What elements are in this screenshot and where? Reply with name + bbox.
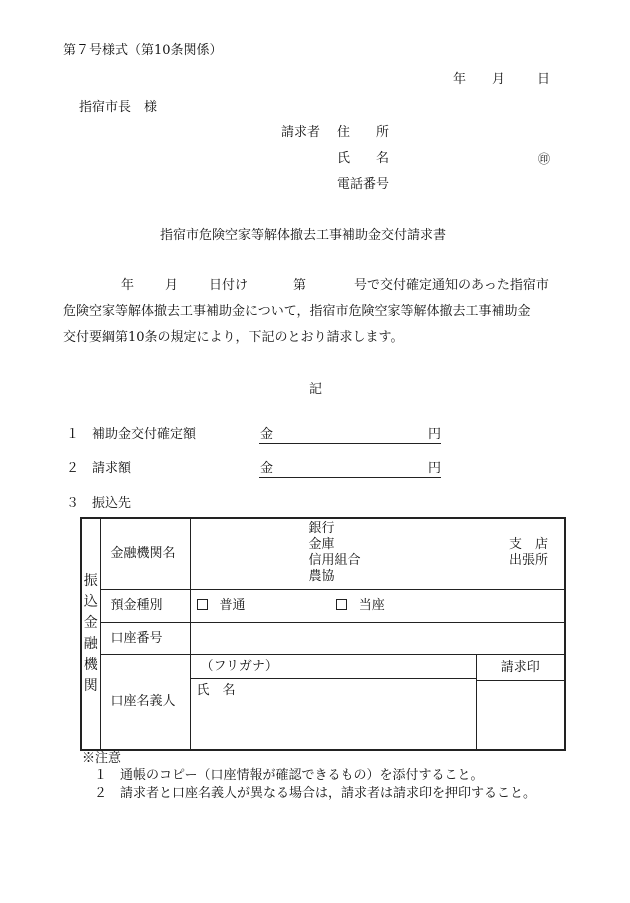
body-dai: 第	[293, 278, 307, 293]
item1-number: １	[66, 427, 80, 442]
requester-name-label: 氏 名	[337, 151, 390, 166]
checkbox-futsu[interactable]	[197, 599, 208, 610]
body-year: 年	[121, 278, 135, 293]
requester-address-label: 住 所	[337, 125, 390, 140]
addressee: 指宿市長 様	[79, 100, 158, 115]
furigana-label: （フリガナ）	[200, 659, 278, 674]
note2-text: 請求者と口座名義人が異なる場合は，請求者は請求印を押印すること。	[120, 786, 537, 801]
item2-kin: 金	[260, 461, 274, 476]
checkbox-touza[interactable]	[336, 599, 347, 610]
body-line1-rest: 号で交付確定通知のあった指宿市	[354, 278, 549, 293]
institution-field[interactable]	[190, 518, 565, 590]
seal-cell[interactable]	[476, 655, 565, 750]
item1-label: 補助金交付確定額	[92, 427, 197, 442]
branch-types: 支 店 出張所	[508, 537, 548, 568]
account-holder-label: 口座名義人	[100, 655, 190, 750]
deposit-type-field	[190, 590, 565, 623]
holder-name-label: 氏 名	[196, 683, 236, 698]
item3-number: ３	[66, 496, 80, 511]
note2-number: ２	[94, 786, 108, 801]
item2-number: ２	[66, 461, 80, 476]
item1-yen: 円	[428, 427, 442, 442]
bank-transfer-table	[80, 517, 566, 751]
item2-label: 請求額	[92, 461, 132, 476]
note1-number: １	[94, 768, 108, 783]
document-title: 指宿市危険空家等解体撤去工事補助金交付請求書	[160, 228, 447, 243]
item1-kin: 金	[260, 427, 274, 442]
body-dated: 日付け	[209, 278, 249, 293]
deposit-option-touza: 当座	[358, 598, 385, 613]
note1-text: 通帳のコピー（口座情報が確認できるもの）を添付すること。	[120, 768, 484, 783]
ki-heading: 記	[309, 382, 323, 397]
item2-yen: 円	[428, 461, 442, 476]
deposit-option-futsu: 普通	[219, 598, 246, 613]
body-month: 月	[165, 278, 179, 293]
seal-label: 請求印	[477, 655, 565, 681]
date-month: 月	[492, 72, 506, 87]
bank-side-label: 振 込 金 融 機 関	[81, 518, 100, 750]
deposit-type-label: 預金種別	[100, 590, 190, 623]
institution-label: 金融機関名	[100, 518, 190, 590]
item1-underline	[259, 443, 441, 444]
requester-label: 請求者	[281, 125, 321, 140]
institution-types: 銀行 金庫 信用組合 農協	[308, 521, 361, 584]
item2-underline	[259, 477, 441, 478]
item3-label: 振込先	[92, 496, 132, 511]
requester-phone-label: 電話番号	[337, 177, 390, 192]
date-day: 日	[537, 72, 551, 87]
account-number-field[interactable]	[190, 623, 565, 655]
notes-heading: ※注意	[82, 751, 122, 766]
date-year: 年	[453, 72, 467, 87]
form-number: 第７号様式（第10条関係）	[63, 43, 223, 58]
account-holder-field[interactable]	[190, 655, 476, 750]
body-line2: 危険空家等解体撤去工事補助金について，指宿市危険空家等解体撤去工事補助金	[63, 304, 531, 319]
account-number-label: 口座番号	[100, 623, 190, 655]
furigana-divider	[191, 678, 476, 679]
body-line3: 交付要綱第10条の規定により，下記のとおり請求します。	[63, 330, 404, 345]
seal-mark: ㊞	[538, 152, 551, 166]
